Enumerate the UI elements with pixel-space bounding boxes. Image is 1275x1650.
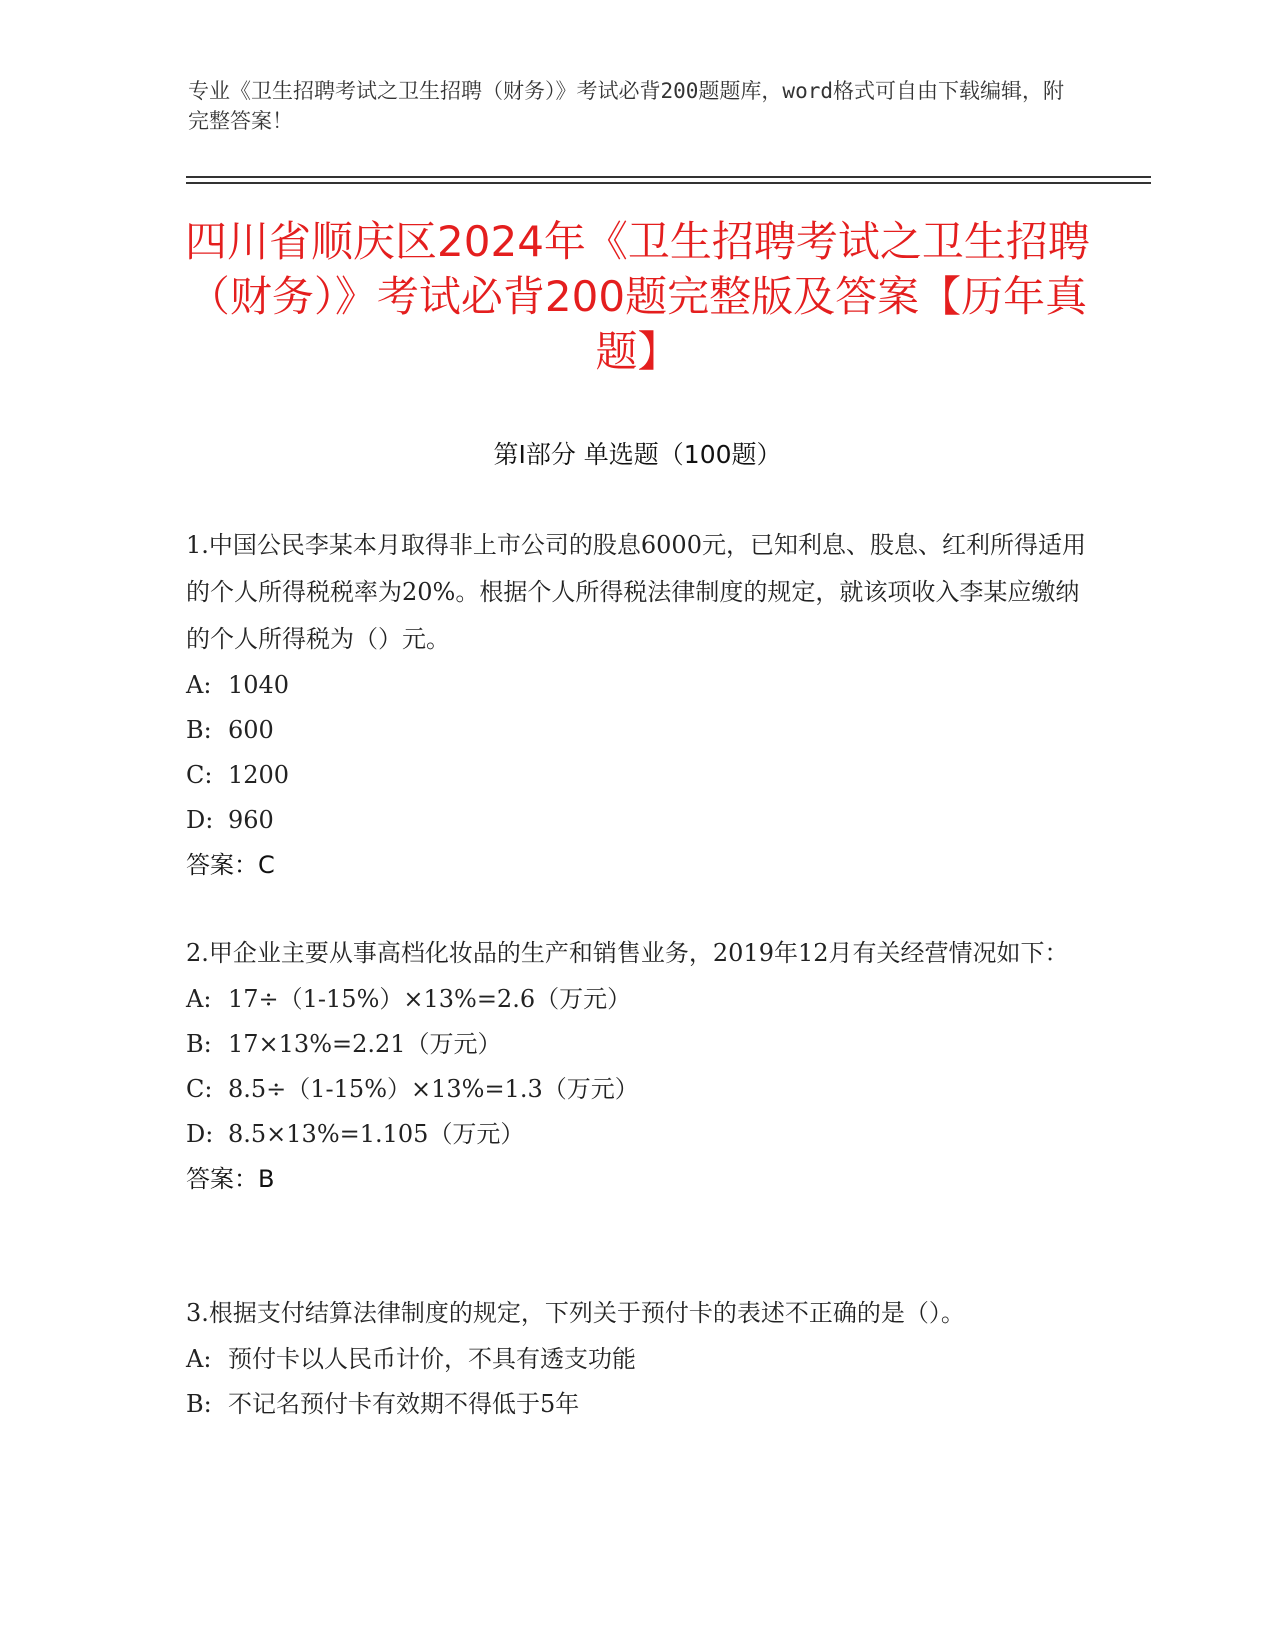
option-key: A:: [186, 1345, 212, 1373]
option-d: [186, 1112, 1086, 1157]
option-c: [186, 753, 1086, 798]
option-text: 17÷（1-15%）×13%=2.6（万元）: [228, 985, 632, 1013]
question-1: [186, 522, 1086, 888]
option-key: B:: [186, 1390, 212, 1418]
answer-line: 答案：C: [186, 851, 275, 879]
option-text: 预付卡以人民币计价，不具有透支功能: [228, 1345, 636, 1373]
option-key: A:: [186, 985, 212, 1013]
header-divider-bottom: [186, 182, 1151, 184]
option-text: 600: [228, 716, 274, 744]
header-divider-top: [186, 176, 1151, 178]
option-a: [186, 1337, 1086, 1382]
question-stem: 3.根据支付结算法律制度的规定，下列关于预付卡的表述不正确的是（）。: [186, 1299, 965, 1327]
option-text: 8.5÷（1-15%）×13%=1.3（万元）: [228, 1075, 639, 1103]
option-b: [186, 1022, 1086, 1067]
document-header-note: 专业《卫生招聘考试之卫生招聘（财务）》考试必背200题题库，word格式可自由下载编辑，附完整答案！: [188, 79, 1064, 133]
option-d: [186, 798, 1086, 843]
option-text: 17×13%=2.21（万元）: [228, 1030, 502, 1058]
option-key: D:: [186, 1120, 214, 1148]
option-a: [186, 663, 1086, 708]
option-c: [186, 1067, 1086, 1112]
option-key: D:: [186, 806, 214, 834]
question-stem: 1.中国公民李某本月取得非上市公司的股息6000元，已知利息、股息、红利所得适用的个人所得税税率为20%。根据个人所得税法律制度的规定，就该项收入李某应缴纳的个人所得税为（）元。: [186, 531, 1086, 653]
question-3: [186, 1290, 1086, 1427]
option-text: 1200: [228, 761, 290, 789]
question-2: [186, 930, 1086, 1202]
option-key: B:: [186, 716, 212, 744]
option-text: 1040: [228, 671, 290, 699]
option-text: 不记名预付卡有效期不得低于5年: [228, 1390, 580, 1418]
option-key: A:: [186, 671, 212, 699]
option-b: [186, 708, 1086, 753]
option-key: C:: [186, 1075, 213, 1103]
question-stem: 2.甲企业主要从事高档化妆品的生产和销售业务，2019年12月有关经营情况如下：: [186, 939, 1069, 967]
answer-line: 答案：B: [186, 1165, 275, 1193]
option-key: C:: [186, 761, 213, 789]
option-key: B:: [186, 1030, 212, 1058]
option-a: [186, 977, 1086, 1022]
option-text: 960: [228, 806, 274, 834]
option-b: [186, 1382, 1086, 1427]
option-text: 8.5×13%=1.105（万元）: [228, 1120, 525, 1148]
document-title: 四川省顺庆区2024年《卫生招聘考试之卫生招聘（财务）》考试必背200题完整版及答案【历年真题】: [185, 217, 1090, 376]
section-heading: 第Ⅰ部分 单选题（100题）: [493, 440, 782, 469]
